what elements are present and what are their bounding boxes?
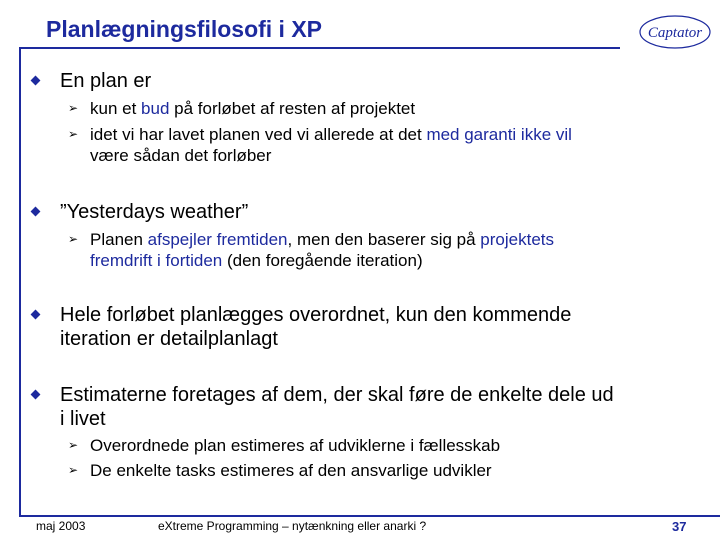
sub-bullet-overordnede: ➢ Overordnede plan estimeres af udviklerne i fællesskab xyxy=(68,436,501,455)
bullet-yesterdays-weather: ”Yesterdays weather” xyxy=(60,200,248,224)
sub-bullet-bud: ➢ kun et bud på forløbet af resten af projektet xyxy=(68,99,416,118)
bullet-hele-forloebet: Hele forløbet planlægges overordnet, kun den kommende iteration er detailplanlagt xyxy=(60,303,571,351)
diamond-bullet-icon xyxy=(31,76,41,86)
diamond-bullet-icon xyxy=(31,390,41,400)
diamond-bullet-icon xyxy=(31,207,41,217)
footer-date: maj 2003 xyxy=(36,519,86,533)
diamond-bullet-icon xyxy=(31,310,41,320)
arrow-bullet-icon: ➢ xyxy=(68,232,79,246)
footer-title: eXtreme Programming – nytænkning eller anarki ? xyxy=(158,519,427,533)
arrow-bullet-icon: ➢ xyxy=(68,127,79,141)
page-number: 37 xyxy=(672,519,687,534)
bullet-en-plan-er: En plan er xyxy=(60,69,151,93)
title-divider xyxy=(20,47,620,49)
sub-bullet-garanti: ➢ idet vi har lavet planen ved vi allerede at det med garanti ikke vil være sådan det forløber xyxy=(68,125,572,165)
left-rule xyxy=(19,47,21,517)
footer-divider xyxy=(20,515,720,517)
slide-title: Planlægningsfilosofi i XP xyxy=(46,16,323,42)
arrow-bullet-icon: ➢ xyxy=(68,438,79,452)
svg-text:Captator: Captator xyxy=(647,25,703,41)
captator-logo xyxy=(638,12,712,52)
arrow-bullet-icon: ➢ xyxy=(68,463,79,477)
sub-bullet-planen: ➢ Planen afspejler fremtiden, men den baserer sig på projektets fremdrift i fortiden (den foregående iteration) xyxy=(68,230,554,270)
bullet-estimaterne: Estimaterne foretages af dem, der skal føre de enkelte dele ud i livet xyxy=(60,383,614,431)
arrow-bullet-icon: ➢ xyxy=(68,101,79,115)
sub-bullet-tasks: ➢ De enkelte tasks estimeres af den ansvarlige udvikler xyxy=(68,461,492,480)
